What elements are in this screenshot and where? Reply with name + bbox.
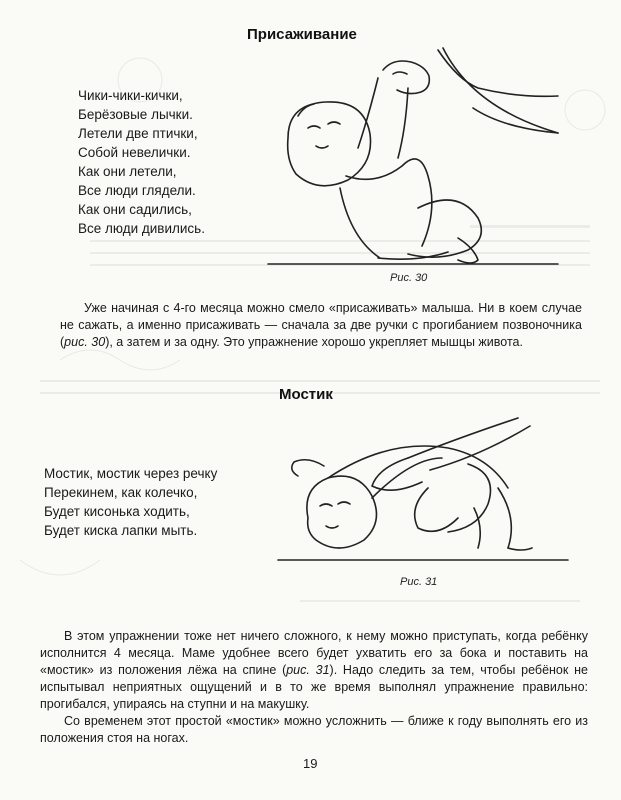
paragraph-text: В этом упражнении тоже нет ничего сложного, к нему можно приступать, когда ребёнку исполнится 4 месяца. Маме удобнее всего будет ухватить его за бока и поставить на «мостик» из положения лёжа на спине ( [40, 629, 588, 677]
poem-line: Все люди дивились. [78, 221, 205, 236]
section-title-prisazhivanie: Присаживание [247, 26, 357, 43]
poem-line: Перекинем, как колечко, [44, 485, 198, 500]
poem-mostik [44, 464, 217, 540]
figure-ref: рис. 31 [286, 663, 330, 677]
poem-line: Собой невелички. [78, 145, 191, 160]
poem-line: Будет кисонька ходить, [44, 504, 190, 519]
paragraph-mostik-1 [40, 628, 588, 713]
poem-line: Чики-чики-кички, [78, 88, 183, 103]
paragraph-prisazhivanie [60, 300, 582, 351]
poem-prisazhivanie [78, 86, 205, 238]
section-title-mostik: Мостик [279, 386, 333, 403]
figure-31-illustration [268, 418, 578, 568]
poem-line: Будет киска лапки мыть. [44, 523, 198, 538]
poem-line: Все люди глядели. [78, 183, 196, 198]
figure-30-illustration [268, 48, 558, 268]
figure-ref: рис. 30 [64, 335, 106, 349]
figure-31-caption: Рис. 31 [400, 576, 438, 588]
poem-line: Как они летели, [78, 164, 177, 179]
paragraph-mostik-2: Со временем этот простой «мостик» можно усложнить — ближе к году выполнять его из положения стоя на ногах. [40, 714, 588, 745]
paragraph-text: ), а затем и за одну. Это упражнение хорошо укрепляет мышцы живота. [105, 335, 523, 349]
poem-line: Мостик, мостик через речку [44, 466, 218, 481]
poem-line: Как они садились, [78, 202, 192, 217]
page-number: 19 [303, 756, 318, 771]
paragraph-text: ). Надо следить за тем, чтобы ребёнок не испытывал неприятных ощущений и в то же время выполнял упражнение правильно: прогибался, упираясь на ступни и на макушку. [40, 663, 588, 711]
poem-line: Летели две птички, [78, 126, 198, 141]
figure-30-caption: Рис. 30 [390, 272, 428, 284]
poem-line: Берёзовые лычки. [78, 107, 193, 122]
paragraph-text: Уже начиная с 4-го месяца можно смело «присаживать» малыша. Ни в коем случае не сажать, а именно присаживать — сначала за две ручки с прогибанием позвоночника ( [60, 301, 582, 349]
